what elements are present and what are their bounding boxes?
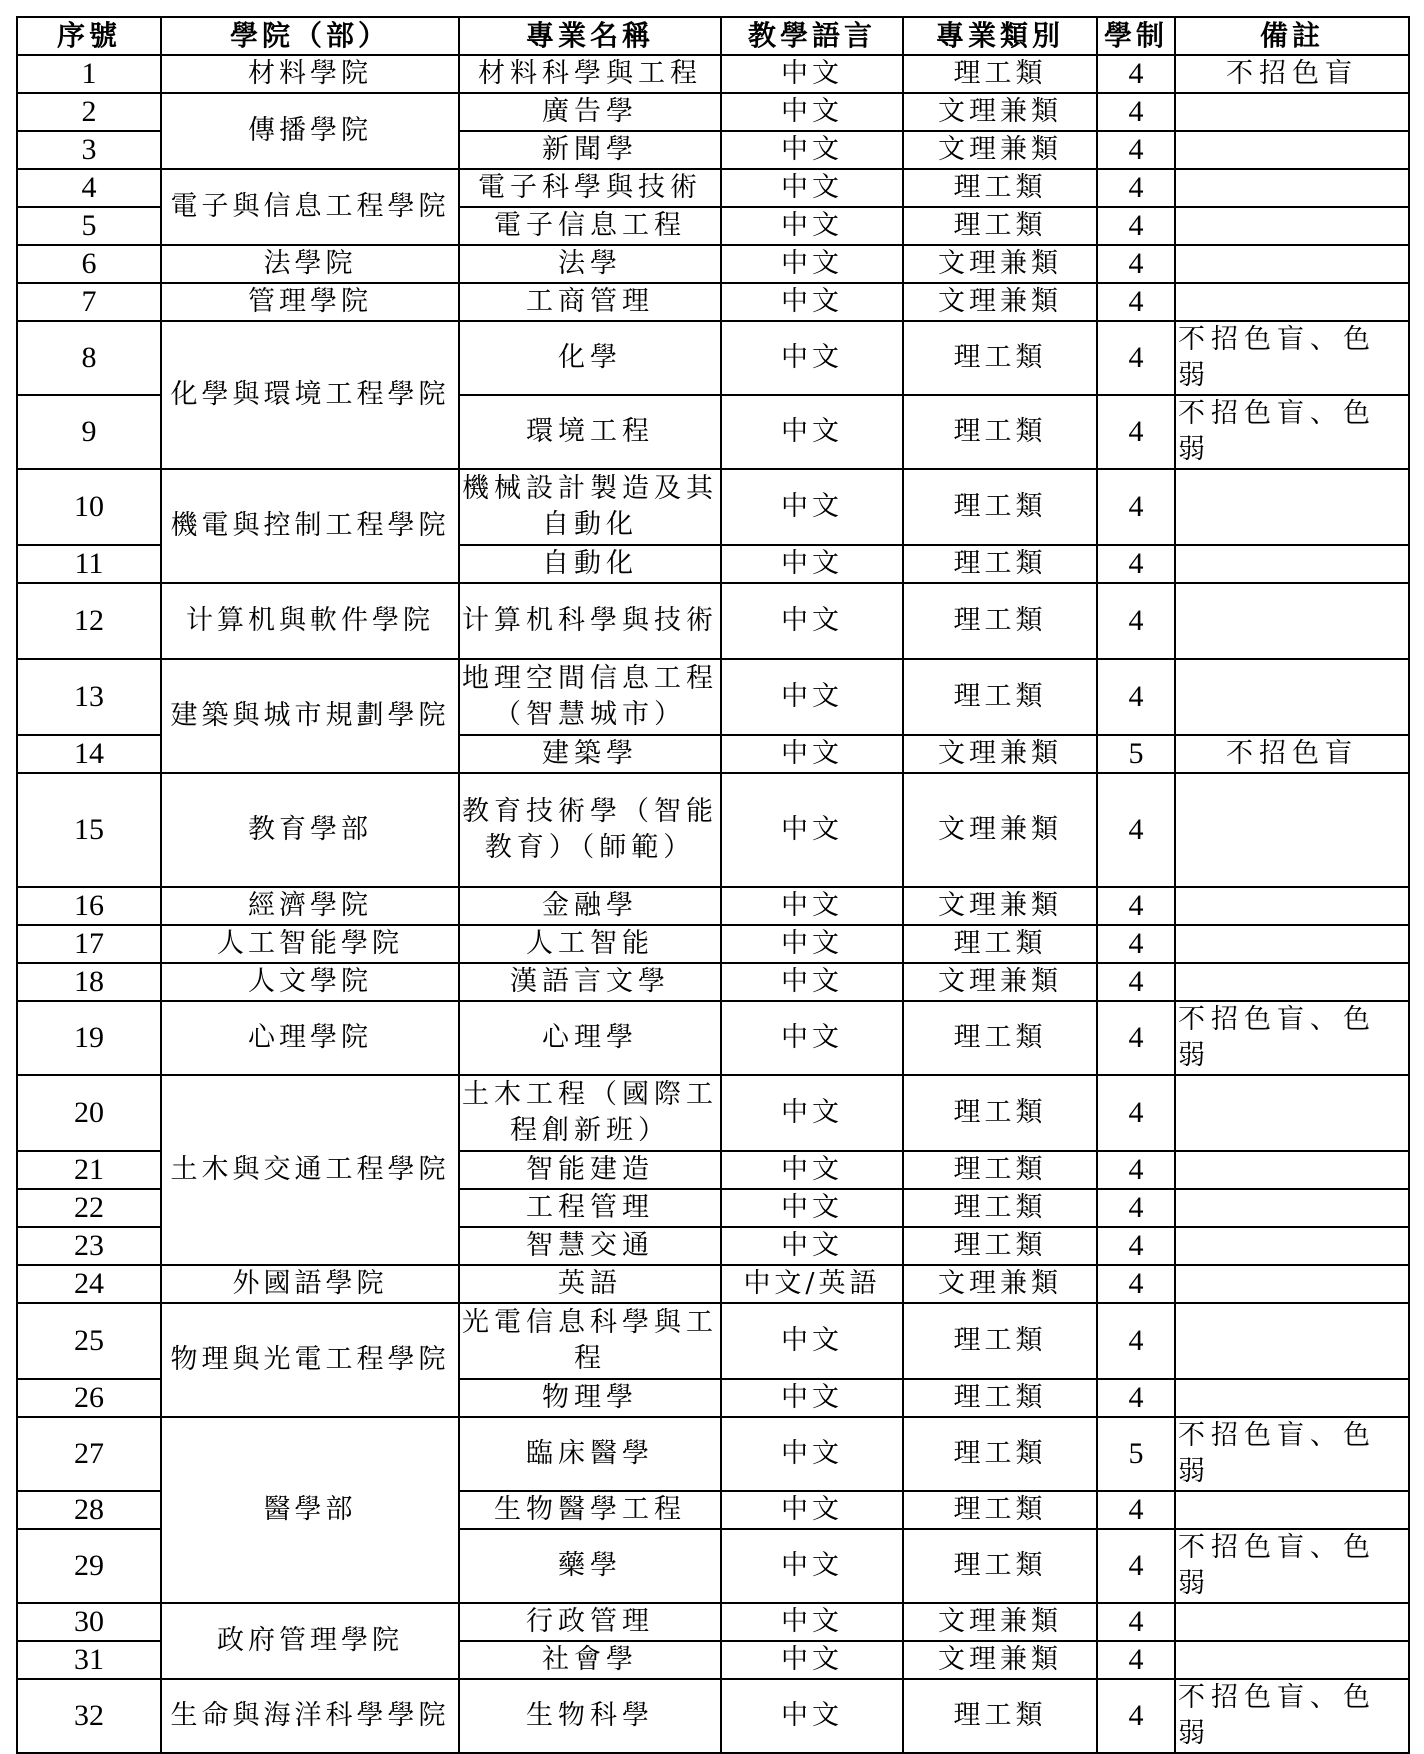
cell-seq: 8	[17, 321, 161, 395]
cell-note	[1175, 169, 1409, 207]
cell-category: 文理兼類	[903, 1265, 1097, 1303]
cell-major: 工商管理	[459, 283, 721, 321]
cell-note: 不招色盲、色弱	[1175, 1679, 1409, 1753]
cell-major: 计算机科學與技術	[459, 583, 721, 659]
cell-seq: 9	[17, 395, 161, 469]
cell-seq: 12	[17, 583, 161, 659]
cell-language: 中文	[721, 1641, 903, 1679]
cell-language: 中文	[721, 1151, 903, 1189]
cell-note	[1175, 545, 1409, 583]
cell-category: 理工類	[903, 925, 1097, 963]
cell-years: 4	[1097, 1603, 1175, 1641]
cell-language: 中文	[721, 545, 903, 583]
cell-major: 生物科學	[459, 1679, 721, 1753]
cell-years: 4	[1097, 469, 1175, 545]
cell-college: 人文學院	[161, 963, 459, 1001]
cell-seq: 24	[17, 1265, 161, 1303]
table-row	[17, 1303, 1409, 1379]
cell-category: 理工類	[903, 321, 1097, 395]
cell-category: 文理兼類	[903, 735, 1097, 773]
cell-years: 4	[1097, 169, 1175, 207]
header-row	[17, 17, 1409, 55]
header-language: 教學語言	[721, 17, 903, 55]
cell-college: 電子與信息工程學院	[161, 169, 459, 245]
cell-language: 中文	[721, 245, 903, 283]
cell-language: 中文	[721, 1379, 903, 1417]
cell-major: 機械設計製造及其自動化	[459, 469, 721, 545]
table-row	[17, 887, 1409, 925]
cell-college: 法學院	[161, 245, 459, 283]
cell-language: 中文	[721, 169, 903, 207]
cell-years: 4	[1097, 963, 1175, 1001]
cell-seq: 3	[17, 131, 161, 169]
cell-years: 4	[1097, 1641, 1175, 1679]
cell-category: 理工類	[903, 55, 1097, 93]
cell-major: 人工智能	[459, 925, 721, 963]
cell-category: 理工類	[903, 1679, 1097, 1753]
table-row	[17, 659, 1409, 735]
cell-language: 中文	[721, 1603, 903, 1641]
cell-category: 理工類	[903, 545, 1097, 583]
cell-language: 中文	[721, 1189, 903, 1227]
cell-years: 4	[1097, 1529, 1175, 1603]
cell-language: 中文	[721, 469, 903, 545]
cell-note	[1175, 1075, 1409, 1151]
cell-college: 土木與交通工程學院	[161, 1075, 459, 1265]
cell-major: 生物醫學工程	[459, 1491, 721, 1529]
cell-years: 4	[1097, 1491, 1175, 1529]
table-row	[17, 55, 1409, 93]
cell-language: 中文	[721, 925, 903, 963]
cell-note	[1175, 773, 1409, 887]
cell-language: 中文	[721, 1001, 903, 1075]
cell-seq: 11	[17, 545, 161, 583]
cell-college: 建築與城市規劃學院	[161, 659, 459, 773]
cell-college: 經濟學院	[161, 887, 459, 925]
cell-language: 中文	[721, 659, 903, 735]
cell-note: 不招色盲、色弱	[1175, 395, 1409, 469]
cell-category: 理工類	[903, 1001, 1097, 1075]
cell-major: 自動化	[459, 545, 721, 583]
cell-language: 中文	[721, 1303, 903, 1379]
table-row	[17, 1679, 1409, 1753]
cell-language: 中文	[721, 321, 903, 395]
cell-years: 4	[1097, 1075, 1175, 1151]
table-row	[17, 93, 1409, 131]
cell-language: 中文	[721, 395, 903, 469]
cell-years: 4	[1097, 283, 1175, 321]
cell-category: 文理兼類	[903, 283, 1097, 321]
cell-category: 理工類	[903, 583, 1097, 659]
cell-major: 英語	[459, 1265, 721, 1303]
cell-language: 中文	[721, 207, 903, 245]
cell-note	[1175, 131, 1409, 169]
cell-college: 材料學院	[161, 55, 459, 93]
cell-seq: 16	[17, 887, 161, 925]
header-note: 備註	[1175, 17, 1409, 55]
cell-seq: 21	[17, 1151, 161, 1189]
cell-language: 中文	[721, 1491, 903, 1529]
cell-note	[1175, 1491, 1409, 1529]
table-row	[17, 1001, 1409, 1075]
cell-major: 智慧交通	[459, 1227, 721, 1265]
cell-years: 4	[1097, 1151, 1175, 1189]
cell-seq: 10	[17, 469, 161, 545]
cell-language: 中文	[721, 887, 903, 925]
cell-category: 文理兼類	[903, 131, 1097, 169]
cell-seq: 31	[17, 1641, 161, 1679]
cell-category: 文理兼類	[903, 1603, 1097, 1641]
cell-note	[1175, 245, 1409, 283]
cell-years: 4	[1097, 245, 1175, 283]
cell-category: 理工類	[903, 469, 1097, 545]
cell-years: 4	[1097, 1227, 1175, 1265]
cell-note	[1175, 1151, 1409, 1189]
cell-seq: 29	[17, 1529, 161, 1603]
cell-major: 教育技術學（智能教育）（師範）	[459, 773, 721, 887]
cell-major: 心理學	[459, 1001, 721, 1075]
cell-college: 外國語學院	[161, 1265, 459, 1303]
cell-category: 理工類	[903, 169, 1097, 207]
cell-seq: 22	[17, 1189, 161, 1227]
majors-table	[16, 16, 1410, 1754]
cell-years: 4	[1097, 1189, 1175, 1227]
cell-note: 不招色盲、色弱	[1175, 321, 1409, 395]
table-row	[17, 773, 1409, 887]
cell-years: 4	[1097, 321, 1175, 395]
cell-years: 4	[1097, 131, 1175, 169]
cell-language: 中文	[721, 1679, 903, 1753]
cell-category: 理工類	[903, 659, 1097, 735]
cell-seq: 26	[17, 1379, 161, 1417]
cell-category: 理工類	[903, 207, 1097, 245]
cell-note: 不招色盲、色弱	[1175, 1417, 1409, 1491]
cell-note	[1175, 1265, 1409, 1303]
cell-note	[1175, 1379, 1409, 1417]
cell-years: 4	[1097, 1379, 1175, 1417]
cell-years: 4	[1097, 55, 1175, 93]
cell-category: 理工類	[903, 1075, 1097, 1151]
cell-major: 藥學	[459, 1529, 721, 1603]
cell-language: 中文	[721, 963, 903, 1001]
table-body	[17, 55, 1409, 1753]
cell-major: 環境工程	[459, 395, 721, 469]
cell-college: 政府管理學院	[161, 1603, 459, 1679]
cell-major: 化學	[459, 321, 721, 395]
cell-seq: 13	[17, 659, 161, 735]
cell-years: 5	[1097, 1417, 1175, 1491]
cell-note	[1175, 887, 1409, 925]
cell-note: 不招色盲	[1175, 735, 1409, 773]
cell-seq: 30	[17, 1603, 161, 1641]
cell-language: 中文	[721, 1417, 903, 1491]
cell-seq: 27	[17, 1417, 161, 1491]
cell-college: 傳播學院	[161, 93, 459, 169]
cell-years: 4	[1097, 93, 1175, 131]
cell-seq: 17	[17, 925, 161, 963]
cell-note	[1175, 963, 1409, 1001]
cell-category: 文理兼類	[903, 93, 1097, 131]
cell-language: 中文	[721, 55, 903, 93]
cell-language: 中文/英語	[721, 1265, 903, 1303]
cell-seq: 1	[17, 55, 161, 93]
cell-seq: 2	[17, 93, 161, 131]
table-row	[17, 469, 1409, 545]
cell-major: 材料科學與工程	[459, 55, 721, 93]
cell-seq: 15	[17, 773, 161, 887]
cell-college: 人工智能學院	[161, 925, 459, 963]
cell-college: 生命與海洋科學學院	[161, 1679, 459, 1753]
table-row	[17, 169, 1409, 207]
cell-note	[1175, 1227, 1409, 1265]
cell-note	[1175, 1641, 1409, 1679]
cell-language: 中文	[721, 93, 903, 131]
cell-college: 计算机與軟件學院	[161, 583, 459, 659]
cell-category: 文理兼類	[903, 773, 1097, 887]
header-years: 學制	[1097, 17, 1175, 55]
cell-category: 理工類	[903, 1227, 1097, 1265]
cell-note	[1175, 659, 1409, 735]
cell-college: 心理學院	[161, 1001, 459, 1075]
majors-table-container	[16, 16, 1410, 1754]
cell-major: 金融學	[459, 887, 721, 925]
header-major: 專業名稱	[459, 17, 721, 55]
cell-years: 4	[1097, 773, 1175, 887]
cell-major: 廣告學	[459, 93, 721, 131]
cell-language: 中文	[721, 1529, 903, 1603]
table-row	[17, 1265, 1409, 1303]
cell-major: 工程管理	[459, 1189, 721, 1227]
cell-seq: 5	[17, 207, 161, 245]
cell-category: 理工類	[903, 1379, 1097, 1417]
cell-seq: 6	[17, 245, 161, 283]
cell-major: 法學	[459, 245, 721, 283]
cell-years: 4	[1097, 395, 1175, 469]
cell-seq: 20	[17, 1075, 161, 1151]
cell-note	[1175, 207, 1409, 245]
cell-note	[1175, 93, 1409, 131]
cell-college: 醫學部	[161, 1417, 459, 1603]
cell-language: 中文	[721, 773, 903, 887]
cell-major: 漢語言文學	[459, 963, 721, 1001]
cell-major: 物理學	[459, 1379, 721, 1417]
cell-seq: 19	[17, 1001, 161, 1075]
cell-note: 不招色盲、色弱	[1175, 1529, 1409, 1603]
cell-college: 管理學院	[161, 283, 459, 321]
cell-category: 文理兼類	[903, 245, 1097, 283]
table-row	[17, 925, 1409, 963]
cell-major: 智能建造	[459, 1151, 721, 1189]
cell-college: 化學與環境工程學院	[161, 321, 459, 469]
cell-years: 4	[1097, 1001, 1175, 1075]
cell-category: 文理兼類	[903, 887, 1097, 925]
table-row	[17, 1417, 1409, 1491]
table-row	[17, 321, 1409, 395]
cell-major: 建築學	[459, 735, 721, 773]
cell-years: 5	[1097, 735, 1175, 773]
cell-note	[1175, 469, 1409, 545]
cell-major: 電子科學與技術	[459, 169, 721, 207]
header-college: 學院（部）	[161, 17, 459, 55]
cell-category: 理工類	[903, 1303, 1097, 1379]
table-row	[17, 283, 1409, 321]
table-row	[17, 963, 1409, 1001]
cell-language: 中文	[721, 1075, 903, 1151]
cell-language: 中文	[721, 1227, 903, 1265]
cell-language: 中文	[721, 131, 903, 169]
cell-seq: 23	[17, 1227, 161, 1265]
cell-major: 地理空間信息工程（智慧城市）	[459, 659, 721, 735]
cell-years: 4	[1097, 887, 1175, 925]
cell-language: 中文	[721, 583, 903, 659]
cell-years: 4	[1097, 659, 1175, 735]
cell-note	[1175, 283, 1409, 321]
cell-college: 物理與光電工程學院	[161, 1303, 459, 1417]
cell-college: 教育學部	[161, 773, 459, 887]
cell-seq: 14	[17, 735, 161, 773]
cell-seq: 18	[17, 963, 161, 1001]
cell-college: 機電與控制工程學院	[161, 469, 459, 583]
cell-category: 理工類	[903, 395, 1097, 469]
cell-years: 4	[1097, 1265, 1175, 1303]
cell-category: 文理兼類	[903, 1641, 1097, 1679]
cell-years: 4	[1097, 545, 1175, 583]
cell-note	[1175, 925, 1409, 963]
cell-major: 行政管理	[459, 1603, 721, 1641]
cell-major: 社會學	[459, 1641, 721, 1679]
cell-note: 不招色盲	[1175, 55, 1409, 93]
cell-category: 理工類	[903, 1151, 1097, 1189]
header-seq: 序號	[17, 17, 161, 55]
cell-major: 土木工程（國際工程創新班）	[459, 1075, 721, 1151]
cell-category: 理工類	[903, 1491, 1097, 1529]
table-row	[17, 1603, 1409, 1641]
cell-major: 光電信息科學與工程	[459, 1303, 721, 1379]
cell-years: 4	[1097, 925, 1175, 963]
cell-seq: 4	[17, 169, 161, 207]
cell-seq: 7	[17, 283, 161, 321]
cell-seq: 28	[17, 1491, 161, 1529]
cell-years: 4	[1097, 1679, 1175, 1753]
cell-category: 理工類	[903, 1189, 1097, 1227]
cell-note	[1175, 583, 1409, 659]
cell-category: 理工類	[903, 1529, 1097, 1603]
cell-seq: 32	[17, 1679, 161, 1753]
cell-major: 電子信息工程	[459, 207, 721, 245]
cell-major: 新聞學	[459, 131, 721, 169]
cell-major: 臨床醫學	[459, 1417, 721, 1491]
cell-years: 4	[1097, 1303, 1175, 1379]
cell-note	[1175, 1303, 1409, 1379]
cell-years: 4	[1097, 583, 1175, 659]
cell-note	[1175, 1189, 1409, 1227]
table-row	[17, 245, 1409, 283]
cell-language: 中文	[721, 735, 903, 773]
cell-note: 不招色盲、色弱	[1175, 1001, 1409, 1075]
cell-category: 文理兼類	[903, 963, 1097, 1001]
cell-language: 中文	[721, 283, 903, 321]
cell-note	[1175, 1603, 1409, 1641]
table-row	[17, 1075, 1409, 1151]
header-category: 專業類別	[903, 17, 1097, 55]
table-row	[17, 583, 1409, 659]
cell-category: 理工類	[903, 1417, 1097, 1491]
cell-years: 4	[1097, 207, 1175, 245]
cell-seq: 25	[17, 1303, 161, 1379]
